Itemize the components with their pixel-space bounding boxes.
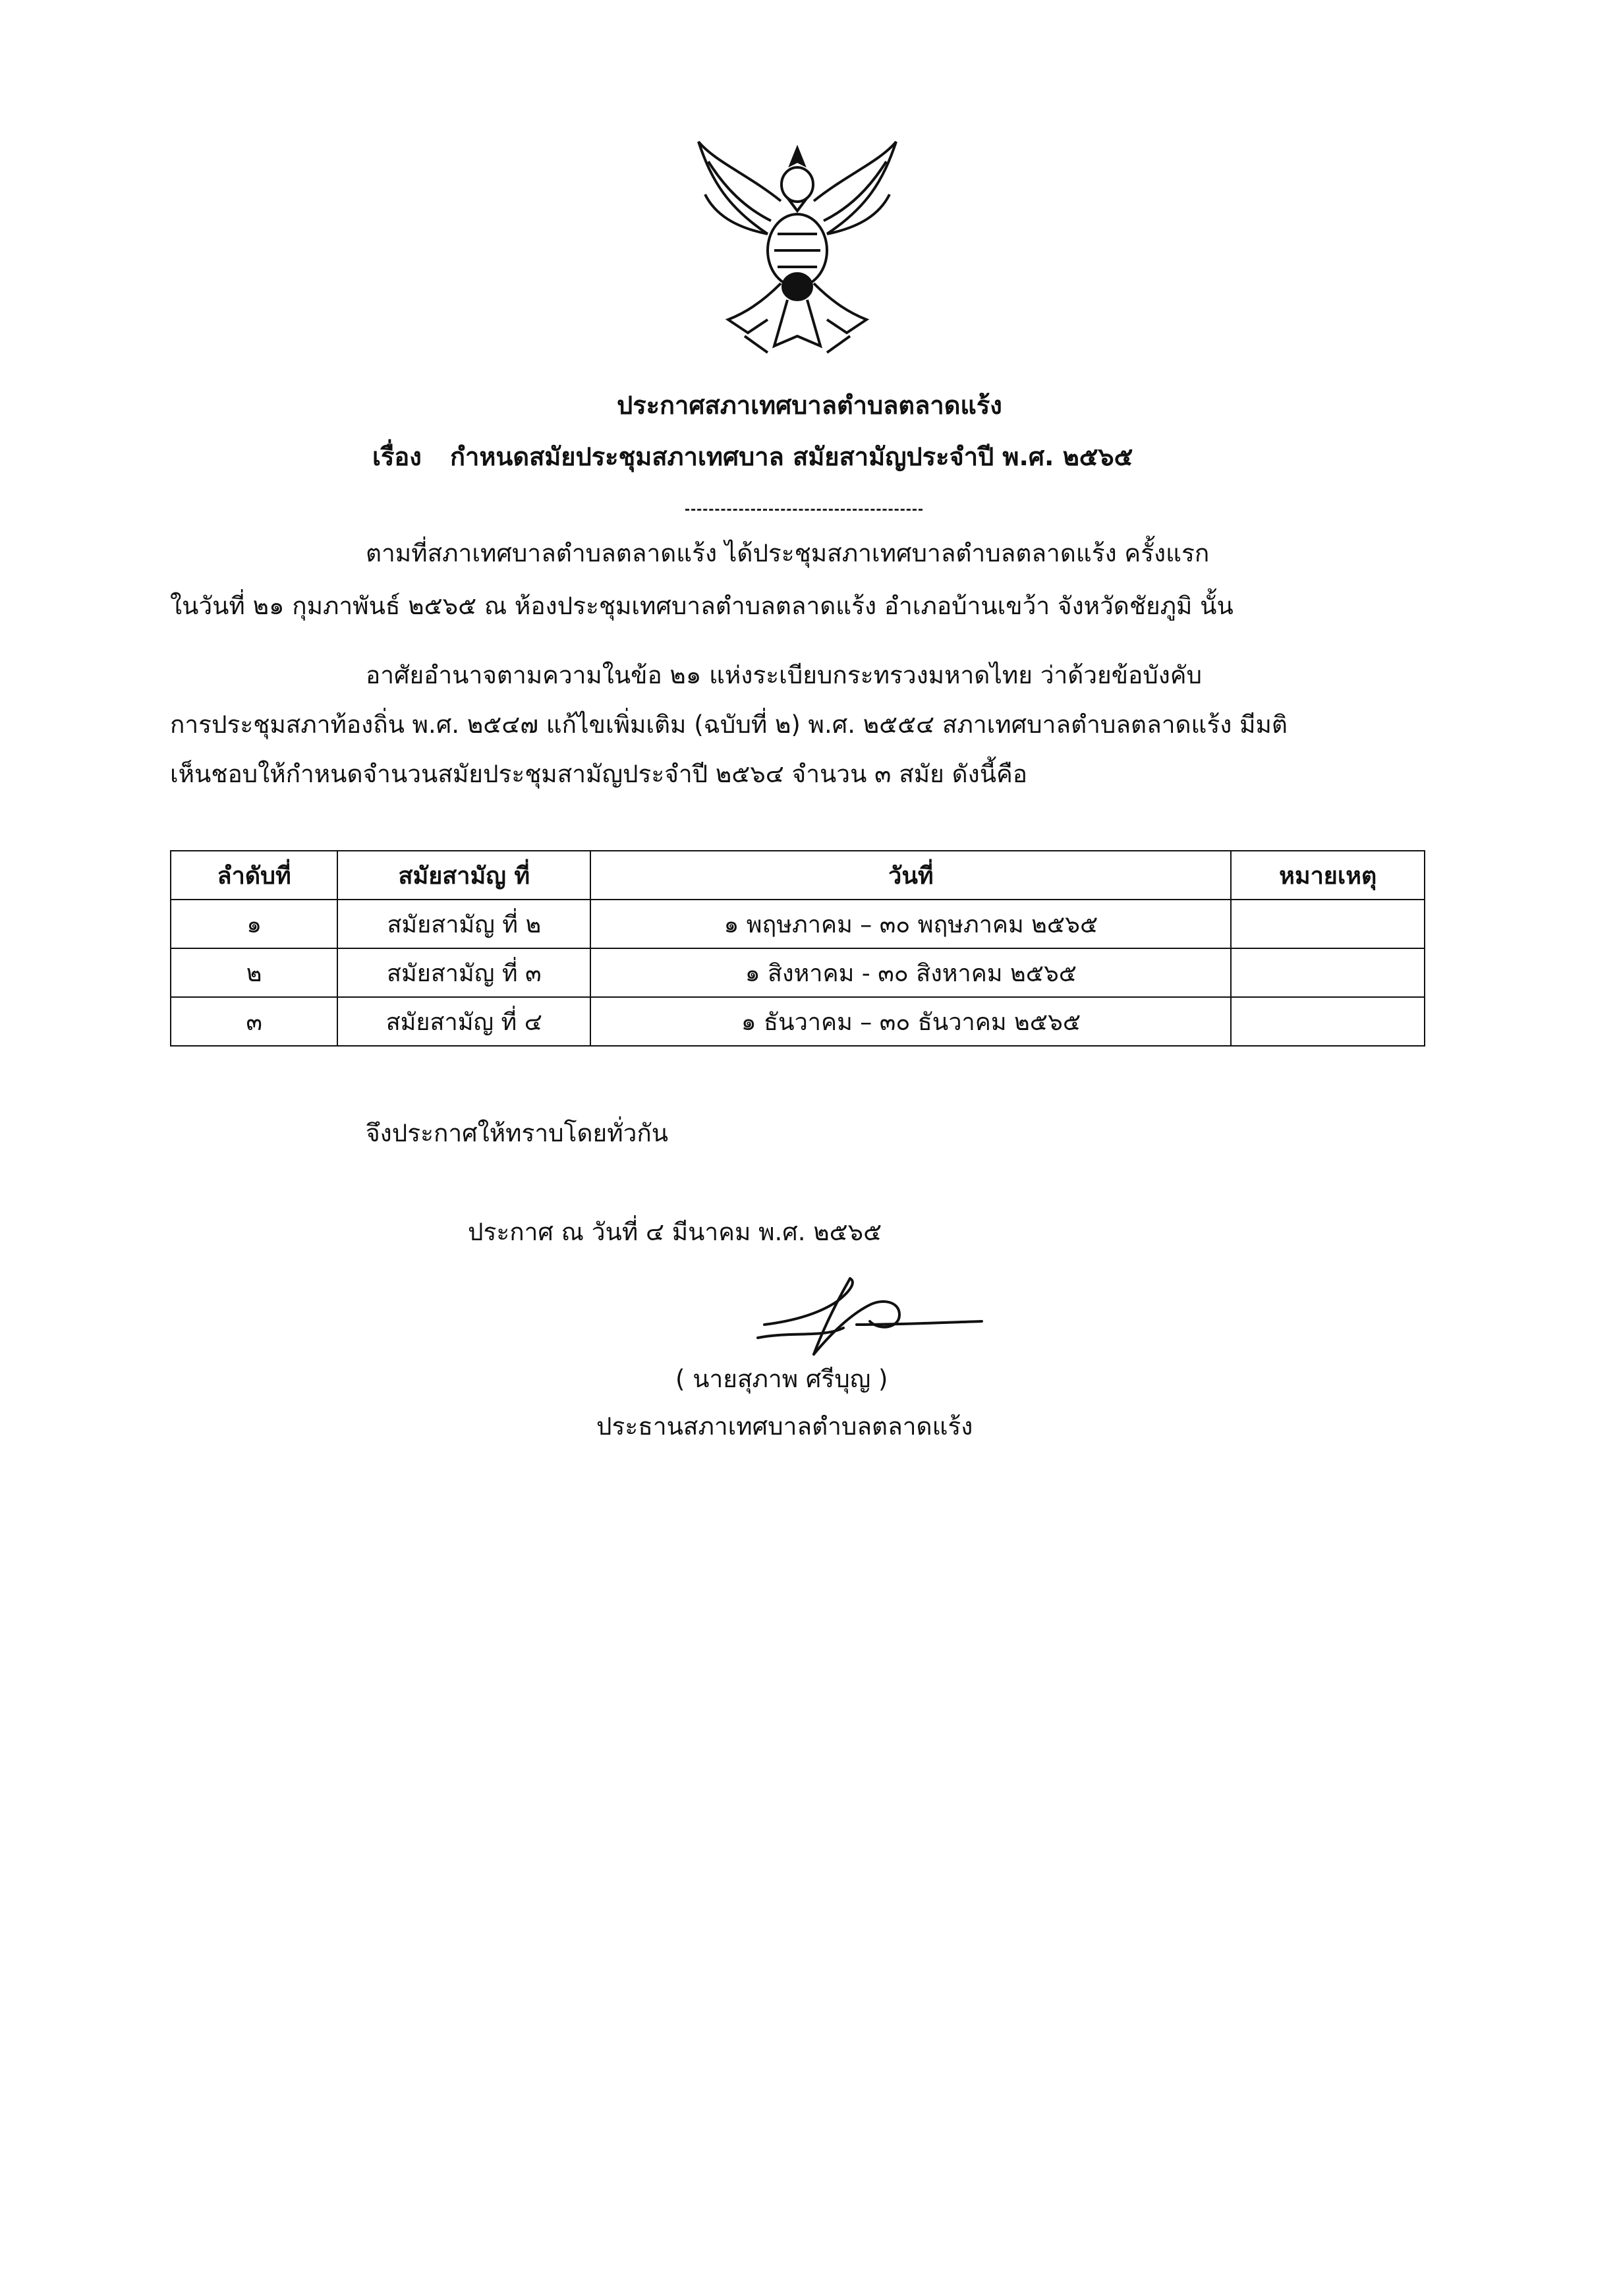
issue-date: ประกาศ ณ วันที่ ๔ มีนาคม พ.ศ. ๒๕๖๕: [468, 1218, 882, 1246]
table-row: [171, 900, 1425, 948]
signer-title: ประธานสภาเทศบาลตำบลตลาดแร้ง: [596, 1412, 973, 1441]
table-row: [171, 997, 1425, 1046]
table-header-row: [171, 851, 1425, 900]
header-order: ลำดับที่: [171, 851, 337, 900]
paragraph-1-line-1: ตามที่สภาเทศบาลตำบลตลาดแร้ง ได้ประชุมสภาเทศบาลตำบลตลาดแร้ง ครั้งแรก: [366, 539, 1210, 567]
subject-label: เรื่อง: [372, 442, 422, 471]
cell-order: ๑: [171, 900, 337, 948]
header-remark: หมายเหตุ: [1231, 851, 1425, 900]
signer-name: ( นายสุภาพ ศรีบุญ ): [675, 1365, 888, 1393]
cell-remark: [1231, 900, 1425, 948]
subject-text: กำหนดสมัยประชุมสภาเทศบาล สมัยสามัญประจำปี พ.ศ. ๒๕๖๕: [450, 442, 1133, 471]
header-session: สมัยสามัญ ที่: [337, 851, 590, 900]
garuda-emblem-icon: [689, 135, 906, 366]
cell-dates: ๑ ธันวาคม – ๓๐ ธันวาคม ๒๕๖๕: [590, 997, 1231, 1046]
paragraph-2-line-2: การประชุมสภาท้องถิ่น พ.ศ. ๒๕๔๗ แก้ไขเพิ่มเติม (ฉบับที่ ๒) พ.ศ. ๒๕๕๔ สภาเทศบาลตำบลตลาดแร้ง มีมติ: [170, 710, 1288, 739]
cell-session: สมัยสามัญ ที่ ๔: [337, 997, 590, 1046]
handwritten-signature: [751, 1275, 988, 1374]
paragraph-1-line-2: ในวันที่ ๒๑ กุมภาพันธ์ ๒๕๖๕ ณ ห้องประชุมเทศบาลตำบลตลาดแร้ง อำเภอบ้านเขว้า จังหวัดชัยภูมิ นั้น: [170, 592, 1234, 620]
header-date: วันที่: [590, 851, 1231, 900]
cell-remark: [1231, 948, 1425, 997]
table-row: [171, 948, 1425, 997]
cell-dates: ๑ สิงหาคม - ๓๐ สิงหาคม ๒๕๖๕: [590, 948, 1231, 997]
cell-dates: ๑ พฤษภาคม – ๓๐ พฤษภาคม ๒๕๖๕: [590, 900, 1231, 948]
cell-order: ๓: [171, 997, 337, 1046]
paragraph-2-line-1: อาศัยอำนาจตามความในข้อ ๒๑ แห่งระเบียบกระทรวงมหาดไทย ว่าด้วยข้อบังคับ: [366, 661, 1203, 689]
title-divider: [685, 509, 923, 511]
paragraph-2-line-3: เห็นชอบให้กำหนดจำนวนสมัยประชุมสามัญประจำปี ๒๕๖๔ จำนวน ๓ สมัย ดังนี้คือ: [170, 760, 1027, 788]
cell-session: สมัยสามัญ ที่ ๓: [337, 948, 590, 997]
cell-order: ๒: [171, 948, 337, 997]
closing-statement: จึงประกาศให้ทราบโดยทั่วกัน: [366, 1119, 669, 1147]
session-schedule-table: [170, 850, 1425, 1047]
announcement-subject: [372, 440, 1427, 473]
announcement-title: ประกาศสภาเทศบาลตำบลตลาดแร้ง: [617, 391, 1002, 420]
cell-remark: [1231, 997, 1425, 1046]
cell-session: สมัยสามัญ ที่ ๒: [337, 900, 590, 948]
